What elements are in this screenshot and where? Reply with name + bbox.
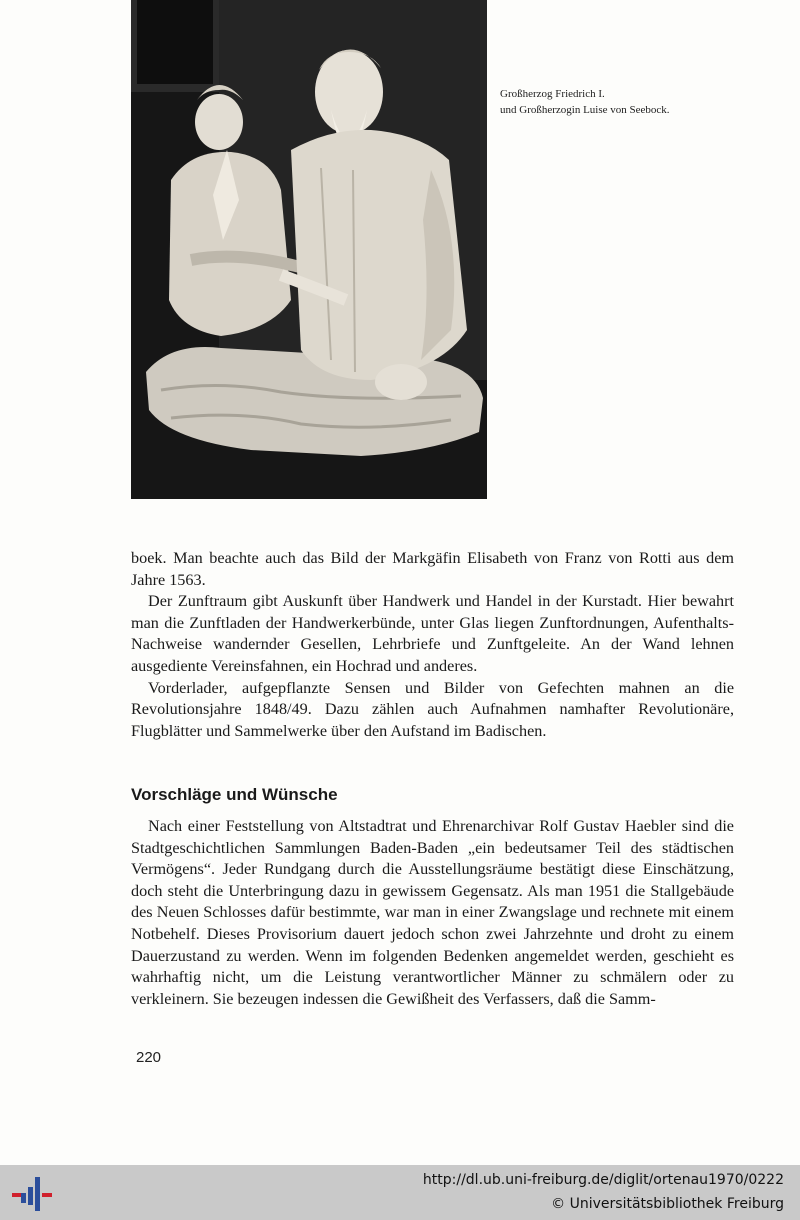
statue-image	[131, 0, 487, 499]
document-url-link[interactable]: http://dl.ub.uni-freiburg.de/diglit/ortenau1970/0222	[422, 1172, 784, 1188]
page-number: 220	[136, 1049, 162, 1066]
section-heading: Vorschläge und Wünsche	[131, 785, 338, 804]
footer-band	[0, 1165, 800, 1220]
paragraph: Der Zunftraum gibt Auskunft über Handwerk und Handel in der Kurstadt. Hier bewahrt man die Zunftladen der Handwerkerbünde, unter Glas liegen Zunftordnungen, Aufenthalts-Nachweise wandernder Gesellen, Lehrbriefe und Zunftgeleite. An der Wand lehnen ausgediente Vereinsfahnen, ein Hochrad und anderes.	[131, 592, 734, 675]
copyright-text: © Universitätsbibliothek Freiburg	[551, 1196, 784, 1212]
paragraph: Nach einer Feststellung von Altstadtrat und Ehrenarchivar Rolf Gustav Haebler sind die Stadtgeschichtlichen Sammlungen Baden-Baden „ein bedeutsamer Teil des städtischen Vermögens“. Jeder Rundgang durch die Ausstellungsräume bestätigt diese Einschätzung, doch steht die Unterbringung dazu in gewissem Gegensatz. Als man 1951 die Stallgebäude des Neuen Schlosses dafür bestimmte, war man in einer Zwangslage und rechnete mit einem Notbehelf. Dieses Provisorium dauert jedoch schon zwei Jahrzehnte und droht zu einem Dauerzustand zu werden. Wenn im folgenden Bedenken angemeldet werden, geschieht es wahrhaftig nicht, um die Leistung verantwortlicher Männer zu schmälern oder zu verkleinern. Sie bezeugen indessen die Gewißheit des Verfassers, daß die Samm-	[131, 817, 734, 1008]
body-text-top	[131, 548, 734, 742]
photo-caption	[500, 86, 760, 118]
body-text-bottom	[131, 816, 734, 1010]
statue-photograph	[131, 0, 487, 499]
ub-freiburg-logo-icon	[12, 1175, 52, 1215]
paragraph: Vorderlader, aufgepflanzte Sensen und Bilder von Gefechten mahnen an die Revolutionsjahre 1848/49. Dazu zählen auch Aufnahmen namhafter Revolutionäre, Flugblätter und Sammelwerke über den Aufstand im Badischen.	[131, 678, 734, 740]
caption-line-2: und Großherzogin Luise von Seebock.	[500, 104, 670, 116]
paragraph: boek. Man beachte auch das Bild der Markgäfin Elisabeth von Franz von Rotti aus dem Jahre 1563.	[131, 549, 734, 589]
caption-line-1: Großherzog Friedrich I.	[500, 88, 605, 100]
